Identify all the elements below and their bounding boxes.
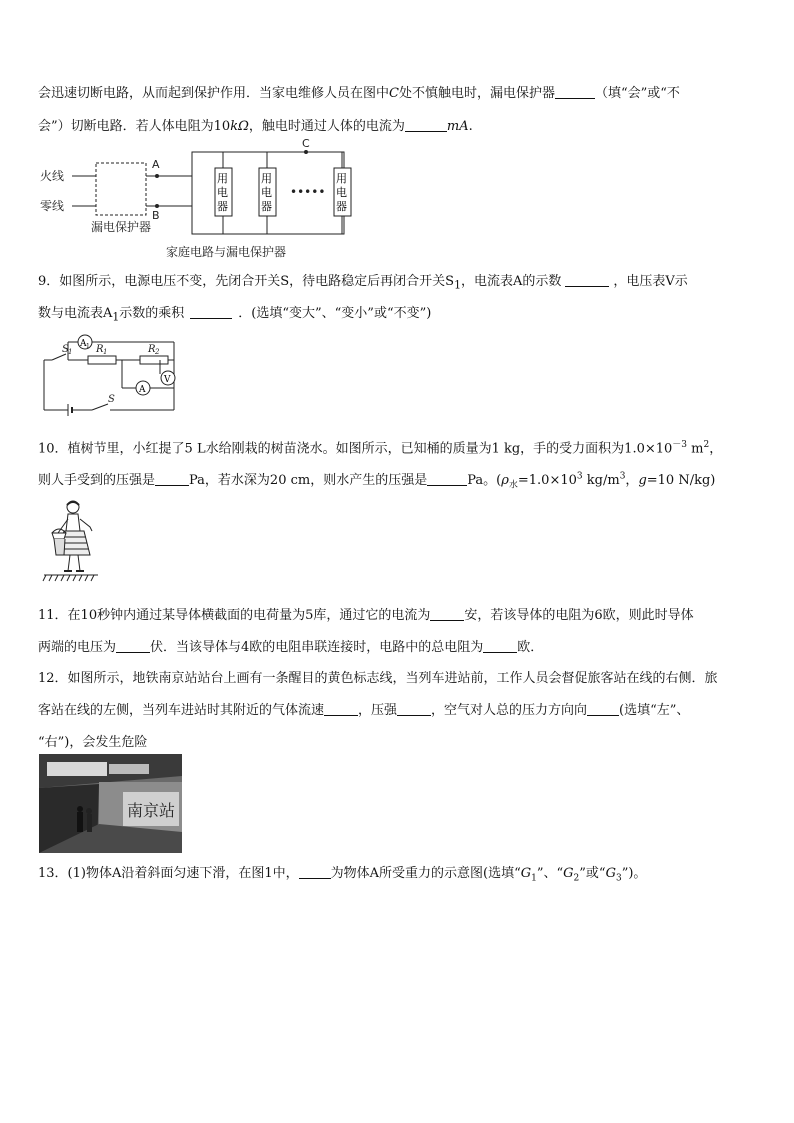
- q10-text: 10．植树节里，小红提了5 L水给刚栽的树苗浇水。如图所示，已知桶的质量为1 kg，手的受力面积为1.0×10: [38, 441, 673, 457]
- live-wire-label: 火线: [40, 169, 65, 183]
- appliance-char: 器: [336, 200, 347, 213]
- q12-text: (选填“左”、: [619, 703, 690, 718]
- q13-line-1: [38, 862, 646, 884]
- q8-text: 处不慎触电时，漏电保护器: [398, 86, 555, 101]
- answer-blank: [116, 640, 150, 653]
- answer-blank: [190, 306, 232, 319]
- q9-text: ，电流表A的示数: [460, 274, 562, 289]
- appliance-char: 用: [217, 172, 228, 185]
- point-a-label: A: [152, 158, 160, 171]
- q9-text: ，电压表V示: [613, 274, 688, 289]
- q9-text: ．(选填“变大”、“变小”或“不变”): [238, 306, 432, 321]
- q11-text: 欧．: [517, 640, 544, 655]
- household-circuit-diagram: [36, 138, 366, 266]
- appliance-char: 电: [336, 186, 347, 199]
- switch-s1-sub: 1: [68, 348, 73, 356]
- q12-line-1: [38, 667, 718, 686]
- superscript: 3: [576, 471, 583, 482]
- q10-text: ，: [709, 441, 723, 457]
- answer-blank: [430, 608, 464, 621]
- q10-text: kg/m: [582, 473, 620, 488]
- q8-line-1: [38, 82, 680, 101]
- neutral-wire-label: 零线: [40, 199, 65, 213]
- q10-text: =10 N/kg): [646, 473, 716, 488]
- subway-platform-photo: [39, 754, 182, 853]
- q11-line-2: [38, 636, 543, 655]
- q13-text: 为物体A所受重力的示意图(选填“: [330, 866, 521, 881]
- q12-text: 12．如图所示，地铁南京站站台上画有一条醒目的黄色标志线，当列车进站前，工作人员会督促旅客站在线的右侧．旅: [38, 671, 718, 686]
- point-b-label: B: [152, 209, 160, 222]
- q8-text: ，触电时通过人体的电流为: [248, 119, 405, 134]
- answer-blank: [324, 703, 358, 716]
- subscript: 1: [112, 310, 120, 324]
- q10-line-2: [38, 469, 715, 491]
- answer-blank: [587, 703, 619, 716]
- appliance-char: 电: [217, 186, 228, 199]
- unit: kΩ: [230, 119, 249, 134]
- superscript: 3: [619, 471, 626, 482]
- superscript: 2: [703, 440, 710, 450]
- girl-carrying-bucket-illustration: [40, 497, 102, 583]
- appliance-1: [215, 152, 232, 234]
- g-symbol: G: [563, 866, 574, 881]
- q9-line-2: [38, 302, 431, 324]
- g-symbol: g: [638, 473, 647, 488]
- appliance-char: 器: [217, 200, 228, 213]
- q8-text: .: [468, 119, 473, 134]
- q8-text: （填“会”或“不: [594, 86, 680, 101]
- q10-text: ，: [625, 473, 639, 488]
- q11-line-1: [38, 604, 694, 623]
- q12-text: ，压强: [358, 703, 398, 718]
- subscript: 1: [454, 278, 461, 292]
- meter-label: V: [164, 375, 171, 385]
- appliance-char: 用: [336, 172, 347, 185]
- answer-blank: [427, 473, 467, 486]
- resistor-r2-label: R: [148, 344, 156, 355]
- subscript: 1: [531, 873, 537, 884]
- subscript: 水: [508, 480, 518, 491]
- q10-text: Pa。(: [467, 473, 502, 488]
- g-symbol: G: [605, 866, 616, 881]
- g-symbol: G: [520, 866, 532, 881]
- q13-text: ”、“: [536, 866, 564, 881]
- series-parallel-circuit: [38, 330, 183, 416]
- answer-blank: [483, 640, 517, 653]
- resistor-r2-sub: 2: [155, 348, 160, 356]
- q8-text: 会”）切断电路．若人体电阻为10: [38, 119, 231, 134]
- appliance-char: 电: [261, 186, 272, 199]
- answer-blank: [405, 119, 447, 132]
- ellipsis-dots: •••••: [290, 185, 326, 199]
- q10-text: =1.0×10: [517, 473, 577, 488]
- q9-text: 示数的乘积: [119, 306, 185, 321]
- q10-text: 则人手受到的压强是: [38, 473, 156, 488]
- answer-blank: [555, 86, 595, 99]
- subscript: 2: [573, 873, 580, 884]
- switch-s-label: S: [108, 394, 115, 405]
- q11-text: 11．在10秒钟内通过某导体横截面的电荷量为5库，通过它的电流为: [38, 608, 431, 623]
- q10-text: Pa，若水深为20 cm，则水产生的压强是: [189, 473, 428, 488]
- appliance-2: [259, 152, 276, 234]
- q12-line-3: [38, 731, 147, 750]
- resistor-r1-sub: 1: [103, 348, 108, 356]
- q12-line-2: [38, 699, 689, 718]
- point-c-label: C: [302, 138, 310, 150]
- q11-text: 伏．当该导体与4欧的电阻串联连接时，电路中的总电阻为: [150, 640, 484, 655]
- meter-sub: 1: [86, 343, 90, 350]
- q13-text: ”或“: [579, 866, 606, 881]
- answer-blank: [155, 473, 189, 486]
- q12-text: 客站在线的左侧，当列车进站时其附近的气体流速: [38, 703, 325, 718]
- appliance-char: 器: [261, 200, 272, 213]
- switch-s1-label: S: [62, 344, 69, 355]
- unit: mA: [446, 119, 469, 134]
- meter-label: A: [139, 385, 146, 395]
- q9-text: 数与电流表A: [38, 306, 113, 321]
- meter-label: A: [80, 339, 87, 349]
- q9-line-1: [38, 270, 688, 292]
- rho-symbol: ρ: [501, 473, 509, 488]
- q9-text: 9．如图所示，电源电压不变，先闭合开关S，待电路稳定后再闭合开关S: [38, 274, 455, 289]
- q8-text: 会迅速切断电路，从而起到保护作用．当家电维修人员在图中: [38, 86, 390, 101]
- answer-blank: [565, 274, 609, 287]
- q13-text: 13．(1)物体A沿着斜面匀速下滑，在图1中，: [38, 866, 299, 881]
- answer-blank: [397, 703, 431, 716]
- answer-blank: [299, 866, 331, 879]
- q13-text: ”)。: [621, 866, 647, 881]
- figure-caption: 家庭电路与漏电保护器: [166, 245, 287, 259]
- q11-text: 安，若该导体的电阻为6欧，则此时导体: [464, 608, 694, 623]
- station-sign-text: 南京站: [127, 801, 176, 820]
- q11-text: 两端的电压为: [38, 640, 117, 655]
- q12-text: ，空气对人总的压力方向向: [431, 703, 588, 718]
- q8-line-2: [38, 115, 473, 134]
- point-c-var: C: [389, 86, 399, 101]
- subscript: 3: [615, 873, 622, 884]
- leakage-protector-box: [96, 163, 146, 215]
- q10-line-1: [38, 437, 722, 456]
- q10-text: m: [687, 441, 704, 457]
- appliance-3: [334, 152, 351, 234]
- resistor-r1-label: R: [96, 344, 104, 355]
- protector-label: 漏电保护器: [91, 220, 152, 234]
- q12-text: “右”)，会发生危险: [38, 735, 148, 750]
- superscript: －3: [672, 440, 688, 450]
- appliance-char: 用: [261, 172, 272, 185]
